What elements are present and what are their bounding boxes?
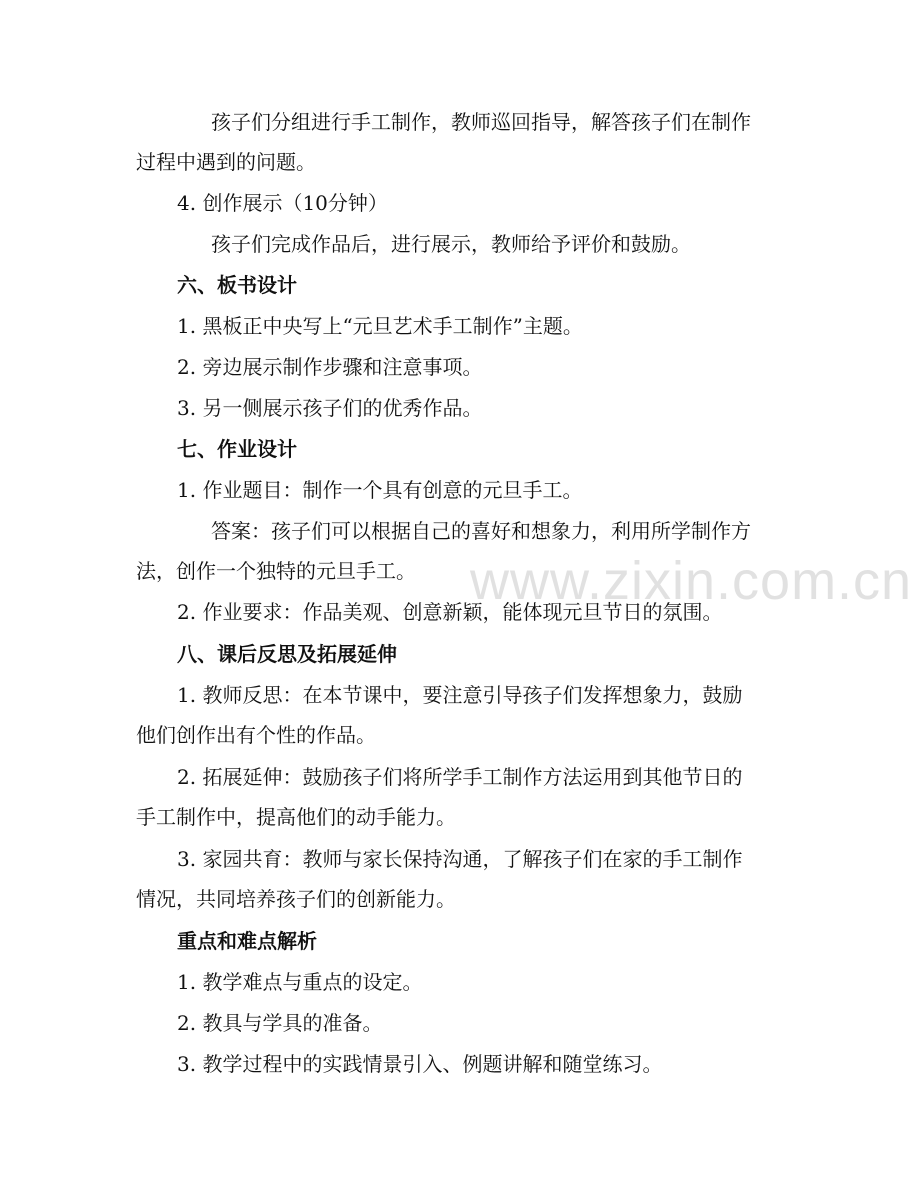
section-heading: 八、课后反思及拓展延伸 bbox=[177, 642, 397, 666]
paragraph-line: 他们创作出有个性的作品。 bbox=[136, 723, 376, 747]
paragraph-line: 手工制作中，提高他们的动手能力。 bbox=[136, 805, 456, 829]
list-item: 3. 家园共育：教师与家长保持沟通，了解孩子们在家的手工制作 bbox=[177, 847, 743, 871]
list-item: 2. 拓展延伸：鼓励孩子们将所学手工制作方法运用到其他节日的 bbox=[177, 765, 743, 789]
list-item: 1. 黑板正中央写上“元旦艺术手工制作”主题。 bbox=[177, 314, 583, 338]
list-item: 1. 教学难点与重点的设定。 bbox=[177, 970, 423, 994]
list-item: 1. 作业题目：制作一个具有创意的元旦手工。 bbox=[177, 478, 583, 502]
list-item: 4. 创作展示（10分钟） bbox=[177, 191, 388, 215]
paragraph-line: 答案：孩子们可以根据自己的喜好和想象力，利用所学制作方 bbox=[211, 519, 751, 543]
paragraph-line: 过程中遇到的问题。 bbox=[136, 150, 316, 174]
list-item: 1. 教师反思：在本节课中，要注意引导孩子们发挥想象力，鼓励 bbox=[177, 683, 743, 707]
section-heading: 重点和难点解析 bbox=[177, 929, 317, 953]
list-item: 2. 旁边展示制作步骤和注意事项。 bbox=[177, 355, 483, 379]
paragraph-line: 情况，共同培养孩子们的创新能力。 bbox=[136, 887, 456, 911]
list-item: 3. 教学过程中的实践情景引入、例题讲解和随堂练习。 bbox=[177, 1052, 663, 1076]
paragraph-line: 孩子们完成作品后，进行展示，教师给予评价和鼓励。 bbox=[211, 232, 691, 256]
paragraph-line: 法，创作一个独特的元旦手工。 bbox=[136, 559, 416, 583]
watermark: www.zixin.com.cn bbox=[470, 551, 913, 611]
paragraph-line: 孩子们分组进行手工制作，教师巡回指导，解答孩子们在制作 bbox=[211, 110, 751, 134]
list-item: 2. 作业要求：作品美观、创意新颖，能体现元旦节日的氛围。 bbox=[177, 600, 723, 624]
list-item: 2. 教具与学具的准备。 bbox=[177, 1011, 383, 1035]
section-heading: 六、板书设计 bbox=[177, 273, 297, 297]
section-heading: 七、作业设计 bbox=[177, 437, 297, 461]
list-item: 3. 另一侧展示孩子们的优秀作品。 bbox=[177, 396, 483, 420]
